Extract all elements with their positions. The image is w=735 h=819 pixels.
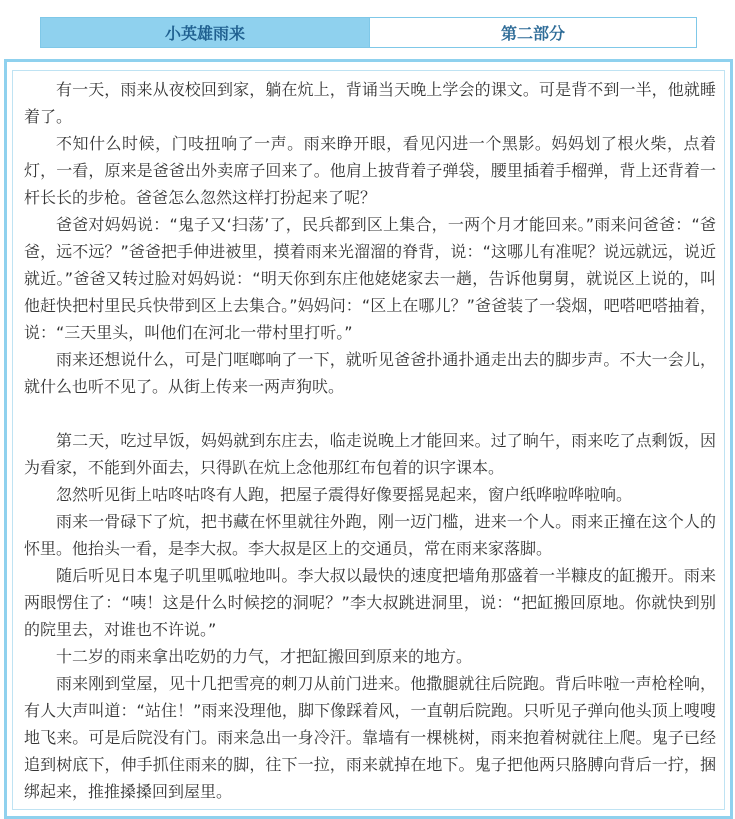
paragraph: 十二岁的雨来拿出吃奶的力气，才把缸搬回到原来的地方。 [56,647,473,666]
section-tabs [40,17,697,48]
paragraph: 雨来还想说什么，可是门哐啷响了一下，就听见爸爸扑通扑通走出去的脚步声。不大一会儿，就什么也听不见了。从街上传来一两声狗吠。 [24,350,716,396]
article-body [24,76,716,805]
tab-part-two[interactable]: 第二部分 [369,18,696,47]
paragraph: 雨来一骨碌下了炕，把书藏在怀里就往外跑，刚一迈门槛，进来一个人。雨来正撞在这个人的怀里。他抬头一看，是李大叔。李大叔是区上的交通员，常在雨来家落脚。 [24,512,716,558]
paragraph: 随后听见日本鬼子叽里呱啦地叫。李大叔以最快的速度把墙角那盛着一半糠皮的缸搬开。雨来两眼愣住了：“咦！这是什么时候挖的洞呢？”李大叔跳进洞里，说：“把缸搬回原地。你就快到别的院里去，对谁也不许说。” [24,566,716,639]
paragraph-spacer [24,400,716,427]
paragraph: 第二天，吃过早饭，妈妈就到东庄去，临走说晚上才能回来。过了晌午，雨来吃了点剩饭，因为看家，不能到外面去，只得趴在炕上念他那红布包着的识字课本。 [24,431,716,477]
paragraph: 有一天，雨来从夜校回到家，躺在炕上，背诵当天晚上学会的课文。可是背不到一半，他就睡着了。 [24,80,716,126]
paragraph: 不知什么时候，门吱扭响了一声。雨来睁开眼，看见闪进一个黑影。妈妈划了根火柴，点着灯，一看，原来是爸爸出外卖席子回来了。他肩上披背着子弹袋，腰里插着手榴弹，背上还背着一杆长长的步枪。爸爸怎么忽然这样打扮起来了呢？ [24,134,716,207]
paragraph: 忽然听见街上咕咚咕咚有人跑，把屋子震得好像要摇晃起来，窗户纸哗啦哗啦响。 [56,485,633,504]
paragraph: 雨来刚到堂屋，见十几把雪亮的刺刀从前门进来。他撒腿就往后院跑。背后咔啦一声枪栓响，有人大声叫道：“站住！”雨来没理他，脚下像踩着风，一直朝后院跑。只听见子弹向他头顶上嗖嗖地飞来。可是后院没有门。雨来急出一身冷汗。靠墙有一棵桃树，雨来抱着树就往上爬。鬼子已经追到树底下，伸手抓住雨来的脚，往下一拉，雨来就掉在地下。鬼子把他两只胳膊向背后一拧，捆绑起来，推推搡搡回到屋里。 [24,674,716,801]
tab-title[interactable]: 小英雄雨来 [41,18,369,47]
paragraph: 爸爸对妈妈说：“鬼子又‘扫荡’了，民兵都到区上集合，一两个月才能回来。”雨来问爸爸：“爸爸，远不远？”爸爸把手伸进被里，摸着雨来光溜溜的脊背，说：“这哪儿有准呢？说远就远，说近就近。”爸爸又转过脸对妈妈说：“明天你到东庄他姥姥家去一趟，告诉他舅舅，就说区上说的，叫他赶快把村里民兵快带到区上去集合。”妈妈问：“区上在哪儿？”爸爸装了一袋烟，吧嗒吧嗒抽着，说：“三天里头，叫他们在河北一带村里打听。” [24,215,716,342]
